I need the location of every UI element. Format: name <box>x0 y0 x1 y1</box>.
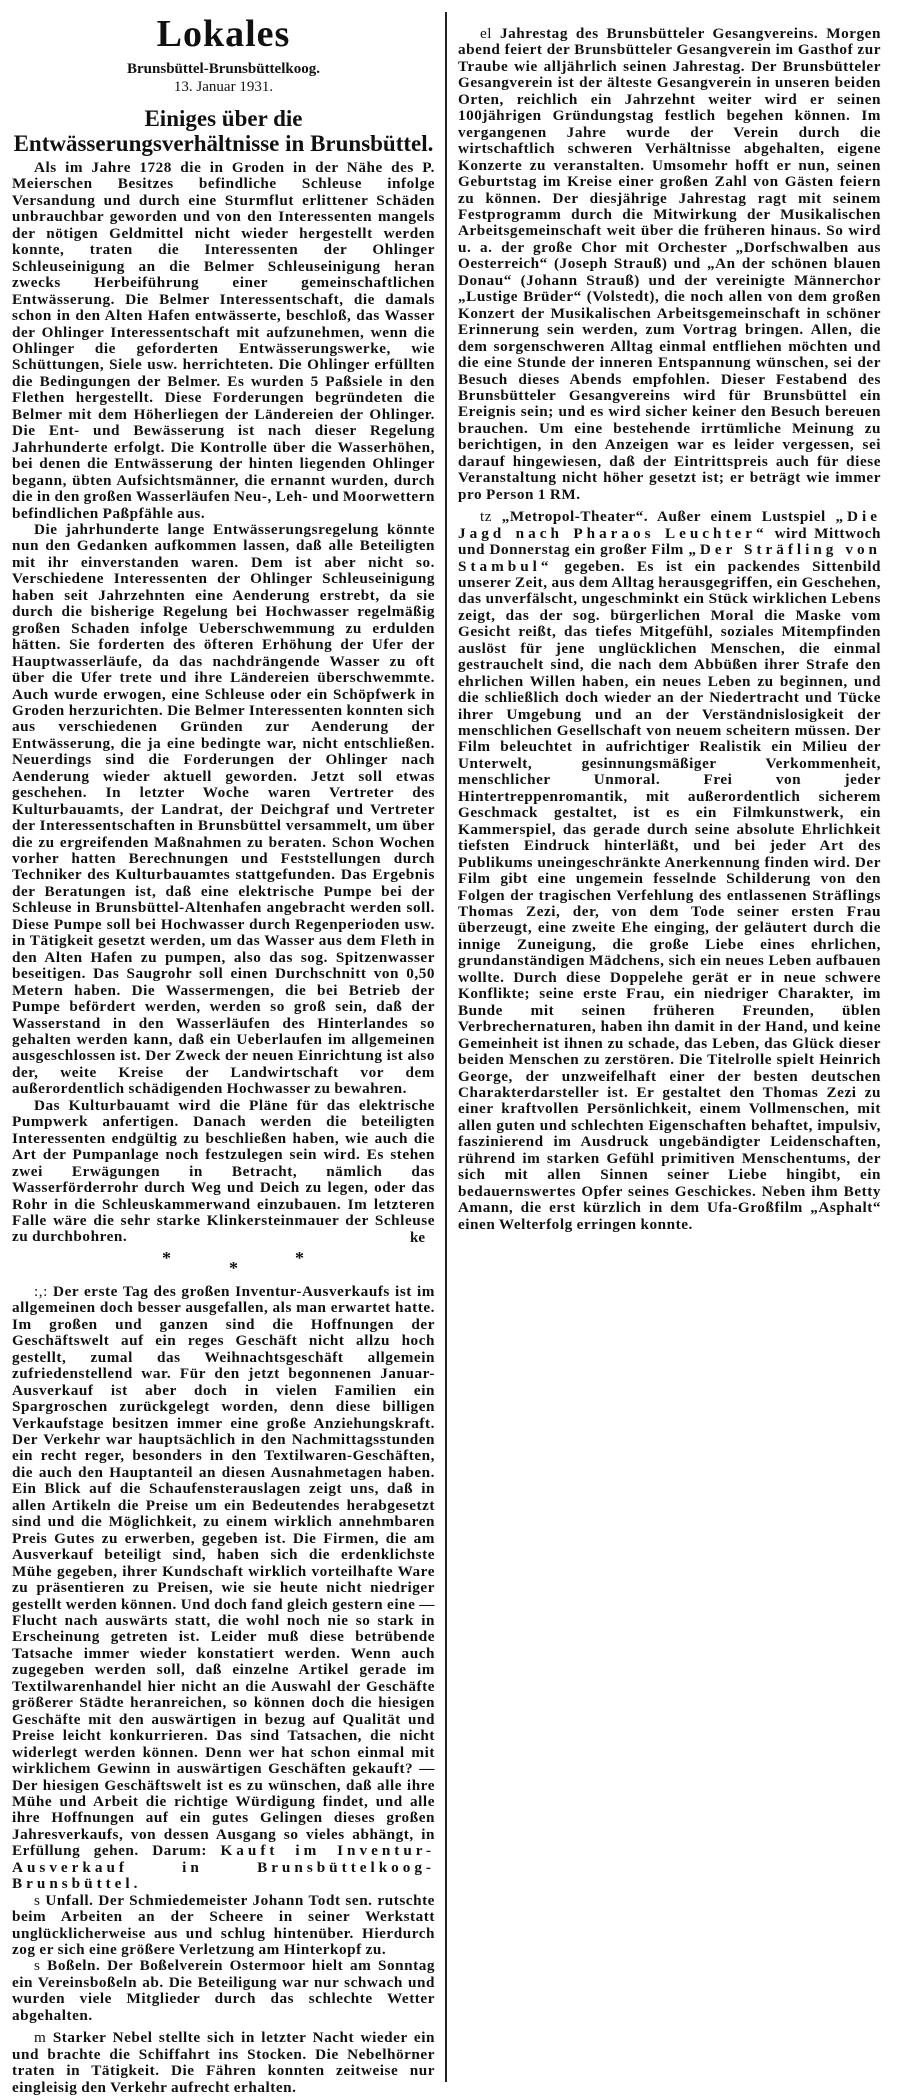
article-lead: „Metropol-Theater“. <box>501 508 649 526</box>
ausverkauf-article <box>12 1284 435 1893</box>
article-paragraph: Das Kulturbauamt wird die Pläne für das elektrische Pumpwerk anfertigen. Danach werden die beteiligten Interessenten endgültig zu beschließen haben, wie auch die Art der Pumpanlage noch festzulegen sein wird. Es stehen zwei Erwägungen in Betracht, nämlich das Wasserförderrohr durch Weg und Deich zu legen, oder das Rohr in die Schleuskammerwand einzubauen. Im letzteren Falle wäre die sehr starke Klinkersteinmauer der Schleuse zu durchbohren. <box>12 1096 435 1246</box>
article-body: wird Mittwoch und Donnerstag ein großer Film <box>458 524 881 559</box>
article-paragraph: Die jahrhunderte lange Entwässerungsregelung könnte nun den Gedanken aufkommen lassen, daß alle Beteiligten mit ihr einverstanden waren. Dem ist aber nicht so. Verschiedene Interessenten der Ohlinger Schleuseinigung haben seit Jahrzehnten eine Aenderung erstrebt, da sie durch die bisherige Regelung bei Hochwasser regelmäßig großen Schaden infolge Ueberschwemmung zu erdulden hätten. Sie forderten des öfteren Erhöhung der Ufer der Hauptwasserläufe, da das nachdrängende Wasser zu oft über die Ufer trete und ihre Ländereien überschwemmte. Auch wurde erwogen, eine Schleuse oder ein Schöpfwerk in Groden herzurichten. Die Belmer Interessenten konnten sich aus verschiedenen Gründen zur Aenderung der Entwässerung, die ja eine bedingte war, nicht entschließen. Neuerdings sind die Forderungen der Ohlinger nach Aenderung wieder aktuell geworden. Jetzt soll etwas geschehen. In letzter Woche waren Vertreter des Kulturbauamts, der Landrat, der Deichgraf und Vertreter der Interessentschaften in Brunsbüttel versammelt, um über die zu ergreifenden Maßnahmen zu beraten. Schon Wochen vorher hatten Berechnungen und Feststellungen durch Techniker des Kulturbauamtes stattgefunden. Das Ergebnis der Beratungen ist, daß eine elektrische Pumpe bei der Schleuse in Brunsbüttel-Altenhafen angebracht werden soll. Diese Pumpe soll bei Hochwasser durch Regenperioden usw. in Tätigkeit gesetzt werden, um das Wasser aus dem Fleth in den Alten Hafen zu pumpen, also das sog. Spitzenwasser beseitigen. Das Saugrohr soll einen Durchschnitt von 0,50 Metern haben. Die Wassermengen, die bei Betrieb der Pumpe befördert werden, werden so groß sein, daß der Wasserstand in den Wasserläufen des Hinterlandes so gehalten werden kann, daß ein Ueberlaufen im allgemeinen ausgeschlossen ist. Der Zweck der neuen Einrichtung ist also der, weite Kreise der Landwirtschaft vor dem außerordentlich schädigenden Hochwasser zu bewahren. <box>12 520 435 1098</box>
brief-body: Der Schmiedemeister Johann Todt sen. rutschte beim Arbeiten an der Scheere in seiner Werkstatt unglücklicherweise aus und schlug hintenüber. Hierdurch zog er sich eine größere Verletzung am Hinterkopf zu. <box>12 1891 435 1959</box>
brief-nebel <box>12 2030 435 2096</box>
brief-lead: Boßeln. <box>47 1957 101 1975</box>
article-body: gegeben. Es ist ein packendes Sittenbild unserer Zeit, aus dem Alltag herausgegriffen, ein Geschehen, das unverfälscht, ungeschminkt ein Stück wirklichen Lebens zeigt, das der sog. bürgerlichen Moral die Maske vom Gesicht reißt, das tiefes Mitgefühl, soziales Mitempfinden auslöst für jene unglücklichen Menschen, die einmal gestrauchelt sind, die nach dem Abbüßen ihrer Strafe den ehrlichen Willen haben, ein neues Leben zu beginnen, und die schließlich doch wieder an der Niedertracht und Tücke ihrer Umgebung und an der Verständnislosigkeit der menschlichen Gesellschaft von neuem scheitern müssen. Der Film beleuchtet in aufrichtiger Realistik ein Milieu der Unterwelt, gesinnungsmäßiger Verkommenheit, menschlicher Unmoral. Frei von jeder Hintertreppenromantik, mit außerordentlich sicherem Geschmack gestaltet, ist es ein Filmkunstwerk, ein Kammerspiel, das gerade durch seine absolute Ehrlichkeit tiefsten Eindruck hinterläßt, und bei jeder Art des Publikums uneingeschränkte Anerkennung finden wird. Der Film gibt eine ungemein fesselnde Schilderung von den Folgen der tragischen Verfehlung des entlassenen Sträflings Thomas Zezi, der, von dem Tode seiner ersten Frau überzeugt, eine zweite Ehe einging, der geläutert durch die innige Zuneigung, die große Liebe eines ehrlichen, grundanständigen Mädchens, sich ein neues Leben aufbauen wollte. Durch diese Doppelehe gerät er in neue schwere Konflikte; seine erste Frau, ein niedriger Charakter, im Bunde mit seinen früheren Freunden, üblen Verbrechernaturen, haben ihn damit in der Hand, und keine Gemeinheit ist ihnen zu schade, das Leben, das Glück dieser beiden Menschen zu zerstören. Die Titelrolle spielt Heinrich George, der unzweifelhaft einer der besten deutschen Charakterdarsteller ist. Er gestaltet den Thomas Zezi zu einer kraftvollen Persönlichkeit, einem Vollmenschen, mit allen guten und schlechten Eigenschaften behaftet, impulsiv, faszinierend im Ausdruck ungebändigter Leidenschaften, rührend im starken Gefühl primitiven Menschentums, der sich mit allen Sinnen seiner Liebe hingibt, ein bedauernswertes Opfer seines Geschickes. Neben ihm Betty Amann, die erst kürzlich in dem Ufa-Großfilm „Asphalt“ einen Welterfolg erringen konnte. <box>458 557 881 1233</box>
brief-marker: s <box>34 1957 41 1975</box>
star-ornament: * <box>295 1247 304 1268</box>
dateline-place: Brunsbüttel-Brunsbüttelkoog. <box>127 61 320 77</box>
article-paragraph: Als im Jahre 1728 die in Groden in der Nähe des P. Meierschen Besitzes befindliche Schleuse infolge Versandung und durch eine Sturmflut erlittener Schäden unbrauchbar geworden und von den Interessenten mangels der nötigen Geldmittel nicht wieder hergestellt werden konnte, traten die Interessenten der Ohlinger Schleuseinigung an die Belmer Schleuseinigung heran zwecks Herbeiführung einer gemeinschaftlichen Entwässerung. Die Belmer Interessentschaft, die damals schon in den Alten Hafen entwässerte, beschloß, das Wasser der Ohlinger Interessentschaft mit aufzunehmen, wenn die Ohlinger die geforderten Entwässerungswerke, wie Schüttungen, Siele usw. herrichteten. Die Ohlinger erfüllten die Bedingungen der Belmer. Es wurden 5 Paßsiele in den Flethen hergestellt. Diese Forderungen begründeten die Belmer mit dem Höherliegen der Ländereien der Ohlinger. Die Ent- und Bewässerung ist nach dieser Regelung Jahrhunderte erfolgt. Die Kontrolle über die Wasserhöhen, bei denen die Entwässerung der hinten liegenden Ohlinger begann, übten Aufsichtsmänner, die ernannt wurden, durch die in den großen Wasserläufen Neu-, Leh- und Moorwettern befindlichen Paßpfähle aus. <box>12 159 435 522</box>
column-rule <box>445 12 447 2082</box>
article-lead: Jahrestag des Brunsbütteler Gesangvereins. <box>500 25 819 42</box>
article-headline: Einiges über die Entwässerungsverhältnisse in Brunsbüttel. <box>13 106 434 156</box>
article-marker: el <box>480 25 493 42</box>
right-column <box>458 26 881 1233</box>
section-separator <box>12 1246 435 1284</box>
brief-marker: s <box>34 1891 41 1909</box>
star-ornament: * <box>229 1257 238 1278</box>
article-body: Außer einem Lustspiel <box>657 508 826 526</box>
article-marker: tz <box>480 508 493 526</box>
film-title: „Die Jagd nach Pharaos Leuchter“ <box>458 508 881 542</box>
gesangverein-article <box>458 26 881 503</box>
brief-unfall <box>12 1893 435 1959</box>
brief-body: stellte sich in letzter Nacht wieder ein und brachte die Schiffahrt ins Stocken. Die Nebelhörner traten in Tätigkeit. Die Fähren konnten zeitweise nur eingleisig den Verkehr aufrecht erhalten. <box>12 2029 435 2096</box>
article-body: ist im allgemeinen doch besser ausgefallen, als man erwartet hatte. Im großen und ganzen sind die Hoffnungen der Geschäftswelt auf ein reges Geschäft nicht allzu hoch gestellt, zumal das Weihnachtsgeschäft allgemein zufriedenstellend war. Für den jetzt begonnenen Januar-Ausverkauf ist aber doch in vielen Familien ein Spargroschen zurückgelegt worden, denn diese billigen Verkaufstage besitzen immer eine große Anziehungskraft. Der Verkehr war hauptsächlich in den Nachmittagsstunden ein recht reger, besonders in den Textilwaren-Geschäften, die auch den Hauptanteil an diesen Ausnahmetagen haben. Ein Blick auf die Schaufensterauslagen zeigt uns, daß in allen Artikeln die Preise um ein Bedeutendes herabgesetzt sind und die Möglichkeit, zu einem wirklich annehmbaren Preis Gutes zu erwerben, gegeben ist. Die Firmen, die am Ausverkauf beteiligt sind, haben sich die erdenklichste Mühe gegeben, ihrer Kundschaft wirklich vorteilhafte Ware zu präsentieren zu Preisen, wie sie heute nicht niedriger gestellt werden können. Und doch fand gleich gestern eine — Flucht nach auswärts statt, die wohl noch nie so stark in Erscheinung getreten ist. Leider muß diese betrübende Tatsache immer wieder konstatiert werden. Wenn auch zugegeben werden soll, daß einzelne Artikel gerade im Textilwarenhandel hier nicht an die Auswahl der Geschäfte größerer Städte heranreichen, so können doch die hiesigen Geschäfte mit den auswärtigen in bezug auf Qualität und Preise leicht konkurrieren. Das sind Tatsachen, die nicht widerlegt werden können. Denn wer hat schon einmal mit wirklichem Gewinn in auswärtigen Geschäften gekauft? — Der hiesigen Geschäftswelt ist es zu wünschen, daß alle ihre Mühe und Arbeit die richtige Würdigung findet, und alle ihre Hoffnungen auf ein gutes Gelingen dieses großen Jahresverkaufs, von dessen Ausgang so vieles abhängt, in Erfüllung gehen. Darum: <box>12 1282 435 1860</box>
brief-bosseln <box>12 1958 435 2024</box>
dateline-date: 13. Januar 1931. <box>173 79 274 95</box>
star-ornament: * <box>162 1247 171 1268</box>
section-title: Lokales <box>156 13 291 55</box>
article-lead: Der erste Tag des großen Inventur-Ausverkaufs <box>53 1282 390 1300</box>
article-marker: :,: <box>34 1282 48 1300</box>
metropol-theater-article <box>458 509 881 1233</box>
article-closing: Kauft im Inventur-Ausverkauf in Brunsbüttelkoog-Brunsbüttel. <box>12 1842 435 1893</box>
author-signature: ke <box>410 1229 425 1246</box>
brief-marker: m <box>34 2029 47 2047</box>
left-column <box>12 0 435 2096</box>
brief-body: Der Boßelverein Ostermoor hielt am Sonntag ein Vereinsboßeln ab. Die Beteiligung war nur schwach und wurden viele Mitglieder durch das schlechte Wetter abgehalten. <box>12 1957 435 2024</box>
article-body: Morgen abend feiert der Brunsbütteler Gesangverein im Gasthof zur Traube wie alljährlich seinen Jahrestag. Der Brunsbütteler Gesangverein ist der älteste Gesangverein in unseren beiden Orten, reichlich ein Jahrzehnt weiter wird er seinen 100jährigen Gründungstag festlich begehen können. Im vergangenen Jahre wurde der Verein durch die wirtschaftlich schweren Verhältnisse abgehalten, eigene Konzerte zu veranstalten. Umsomehr hofft er nun, seinen Geburtstag im Kreise einer großen Zahl von Gästen feiern zu können. Der diesjährige Jahrestag ragt mit seinem Festprogramm durch die Mitwirkung der Musikalischen Arbeitsgemeinschaft weit über die früheren hinaus. So wird u. a. der große Chor mit Orchester „Dorfschwalben aus Oesterreich“ (Joseph Strauß) und „An der schönen blauen Donau“ (Johann Strauß) und der vereinigte Männerchor „Lustige Brüder“ (Volstedt), die noch allen von dem großen Konzert der Musikalischen Arbeitsgemeinschaft in schöner Erinnerung sein werden, zum Vortrag bringen. Allen, die dem sorgenschweren Alltag einmal entfliehen möchten und die eine Stunde der inneren Entspannung wünschen, sei der Besuch dieses Abends empfohlen. Dieser Festabend des Brunsbütteler Gesangvereins wird für Brunsbüttel ein Ereignis sein; und es wird sicher keiner den Besuch bereuen brauchen. Um eine bestehende irrtümliche Meinung zu berichtigen, in den Anzeigen war es leider vergessen, sei darauf hingewiesen, daß der Eintrittspreis auch für diese Veranstaltung nicht höher gesetzt ist; er beträgt wie immer pro Person 1 RM. <box>458 25 881 503</box>
brief-lead: Starker Nebel <box>52 2029 153 2047</box>
film-title: „Der Sträfling von Stambul“ <box>458 541 881 575</box>
brief-lead: Unfall. <box>45 1891 94 1909</box>
